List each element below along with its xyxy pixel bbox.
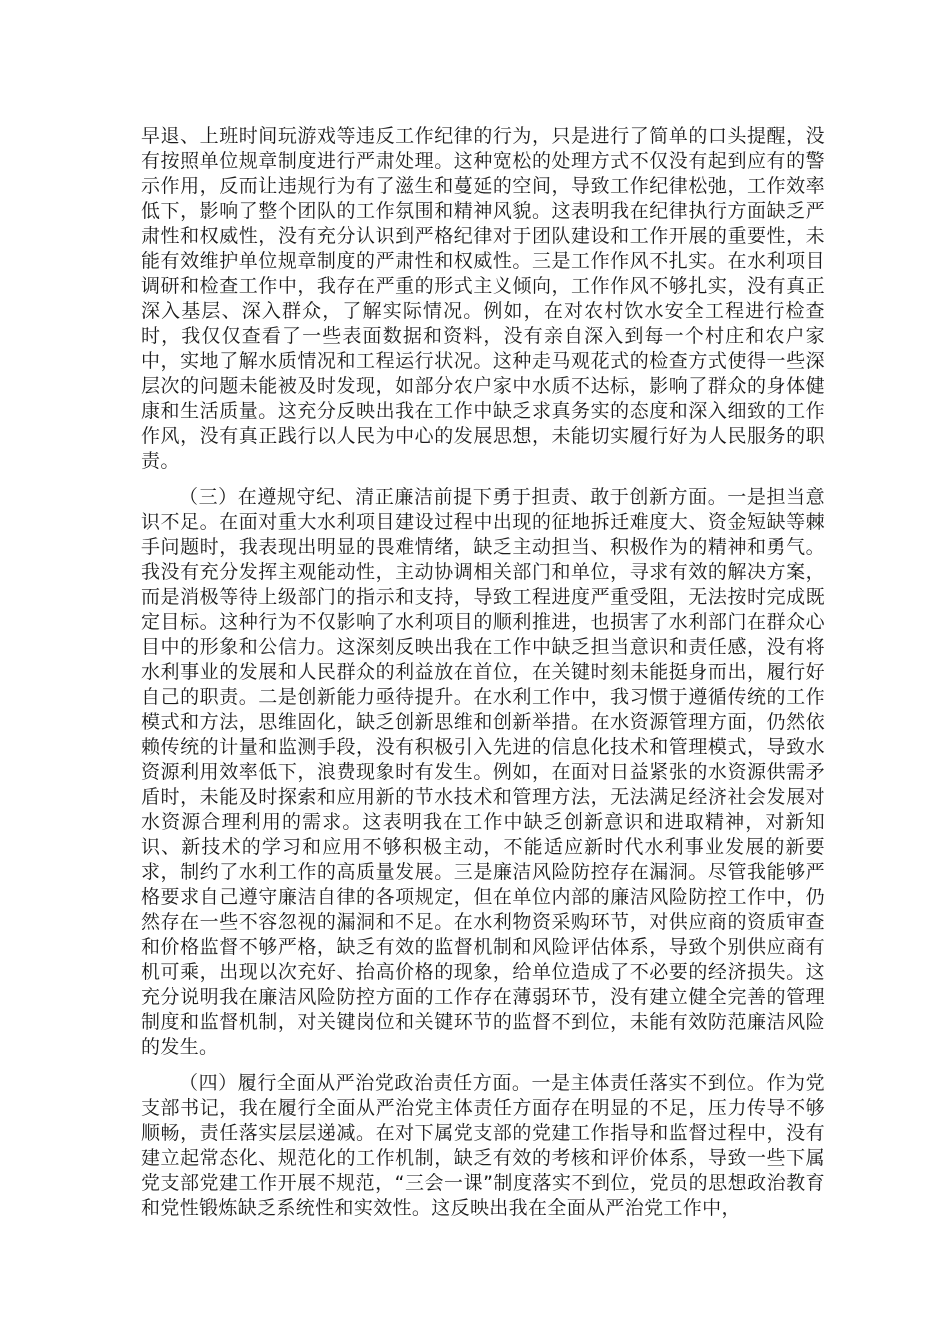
paragraph-work-discipline: 早退、上班时间玩游戏等违反工作纪律的行为，只是进行了简单的口头提醒，没有按照单位规章制度进行严肃处理。这种宽松的处理方式不仅没有起到应有的警示作用，反而让违规行为有了滋生和蔓延的空间，导致工作纪律松弛，工作效率低下，影响了整个团队的工作氛围和精神风貌。这表明我在纪律执行方面缺乏严肃性和权威性，没有充分认识到严格纪律对于团队建设和工作开展的重要性，未能有效维护单位规章制度的严肃性和权威性。三是工作作风不扎实。在水利项目调研和检查工作中，我存在严重的形式主义倾向，工作作风不够扎实，没有真正深入基层、深入群众，了解实际情况。例如，在对农村饮水安全工程进行检查时，我仅仅查看了一些表面数据和资料，没有亲自深入到每一个村庄和农户家中，实地了解水质情况和工程运行状况。这种走马观花式的检查方式使得一些深层次的问题未能被及时发现，如部分农户家中水质不达标，影响了群众的身体健康和生活质量。这充分反映出我在工作中缺乏求真务实的态度和深入细致的工作作风，没有真正践行以人民为中心的发展思想，未能切实履行好为人民服务的职责。	[141, 125, 825, 472]
paragraph-spacer	[141, 1060, 825, 1071]
paragraph-section-four: （四）履行全面从严治党政治责任方面。一是主体责任落实不到位。作为党支部书记，我在履行全面从严治党主体责任方面存在明显的不足，压力传导不够顺畅，责任落实层层递减。在对下属党支部的党建工作指导和监督过程中，没有建立起常态化、规范化的工作机制，缺乏有效的考核和评价体系，导致一些下属党支部党建工作开展不规范，“三会一课”制度落实不到位，党员的思想政治教育和党性锻炼缺乏系统性和实效性。这反映出我在全面从严治党工作中，	[141, 1072, 825, 1219]
paragraph-spacer	[141, 474, 825, 485]
document-page	[141, 124, 825, 1221]
paragraph-section-three: （三）在遵规守纪、清正廉洁前提下勇于担责、敢于创新方面。一是担当意识不足。在面对重大水利项目建设过程中出现的征地拆迁难度大、资金短缺等棘手问题时，我表现出明显的畏难情绪，缺乏主动担当、积极作为的精神和勇气。我没有充分发挥主观能动性，主动协调相关部门和单位，寻求有效的解决方案，而是消极等待上级部门的指示和支持，导致工程进度严重受阻，无法按时完成既定目标。这种行为不仅影响了水利项目的顺利推进，也损害了水利部门在群众心目中的形象和公信力。这深刻反映出我在工作中缺乏担当意识和责任感，没有将水利事业的发展和人民群众的利益放在首位，在关键时刻未能挺身而出，履行好自己的职责。二是创新能力亟待提升。在水利工作中，我习惯于遵循传统的工作模式和方法，思维固化，缺乏创新思维和创新举措。在水资源管理方面，仍然依赖传统的计量和监测手段，没有积极引入先进的信息化技术和管理模式，导致水资源利用效率低下，浪费现象时有发生。例如，在面对日益紧张的水资源供需矛盾时，未能及时探索和应用新的节水技术和管理方法，无法满足经济社会发展对水资源合理利用的需求。这表明我在工作中缺乏创新意识和进取精神，对新知识、新技术的学习和应用不够积极主动，不能适应新时代水利事业发展的新要求，制约了水利工作的高质量发展。三是廉洁风险防控存在漏洞。尽管我能够严格要求自己遵守廉洁自律的各项规定，但在单位内部的廉洁风险防控工作中，仍然存在一些不容忽视的漏洞和不足。在水利物资采购环节，对供应商的资质审查和价格监督不够严格，缺乏有效的监督机制和风险评估体系，导致个别供应商有机可乘，出现以次充好、抬高价格的现象，给单位造成了不必要的经济损失。这充分说明我在廉洁风险防控方面的工作存在薄弱环节，没有建立健全完善的管理制度和监督机制，对关键岗位和关键环节的监督不到位，未能有效防范廉洁风险的发生。	[141, 486, 825, 1058]
